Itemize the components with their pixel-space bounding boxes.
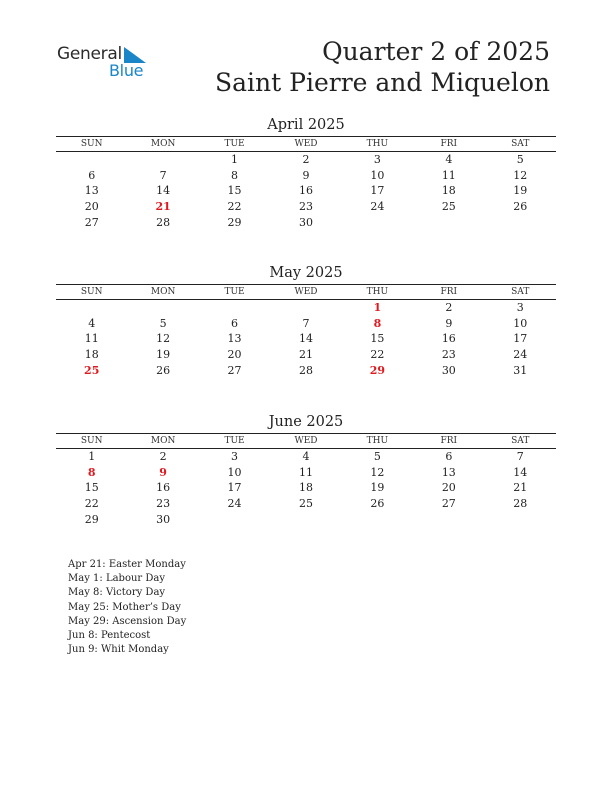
weekday-label: FRI: [440, 287, 458, 297]
day-cell: 22: [370, 348, 385, 362]
weekday-label: SAT: [511, 287, 530, 297]
day-cell: 7: [516, 450, 524, 463]
logo-blue-text: Blue: [109, 61, 144, 80]
weekday-label: MON: [150, 139, 176, 149]
day-cell: 12: [513, 168, 528, 182]
day-cell: 2: [302, 153, 310, 166]
day-cell: 30: [298, 215, 313, 229]
week-row: [56, 199, 556, 215]
weekday-header: [56, 434, 556, 449]
day-cell: 14: [298, 332, 313, 346]
week-row: [56, 152, 556, 168]
calendar-grid: [56, 136, 556, 230]
weekday-label: THU: [366, 287, 389, 297]
empty-cell: [342, 512, 413, 528]
day-cell: 11: [441, 168, 456, 182]
day-cell: 6: [231, 316, 239, 330]
holiday-list: [68, 558, 186, 657]
weekday-label: TUE: [224, 287, 245, 297]
weekday-label: THU: [366, 139, 389, 149]
day-cell: 30: [441, 363, 456, 377]
day-cell: 22: [227, 200, 242, 214]
weekday-label: TUE: [224, 139, 245, 149]
calendar-grid: [56, 284, 556, 378]
day-cell: 1: [231, 153, 239, 166]
week-row: [56, 331, 556, 347]
day-cell: 25: [84, 363, 100, 377]
month-title: June 2025: [268, 414, 344, 430]
calendar-grid: [56, 433, 556, 527]
weekday-label: MON: [150, 287, 176, 297]
day-cell: 21: [155, 200, 171, 214]
day-cell: 13: [84, 184, 99, 198]
weekday-header: [56, 137, 556, 152]
week-row: [56, 496, 556, 512]
empty-cell: [485, 512, 556, 528]
week-row: [56, 449, 556, 465]
day-cell: 9: [445, 316, 453, 330]
day-cell: 25: [298, 497, 313, 511]
weekday-label: FRI: [440, 436, 458, 446]
day-cell: 13: [441, 465, 456, 479]
title-region: Saint Pierre and Miquelon: [215, 68, 550, 97]
holiday-item: Jun 8: Pentecost: [68, 630, 151, 642]
day-cell: 16: [156, 481, 171, 495]
week-row: [56, 465, 556, 481]
day-cell: 20: [441, 481, 456, 495]
week-row: [56, 347, 556, 363]
day-cell: 26: [370, 497, 385, 511]
weekday-header: [56, 285, 556, 300]
day-cell: 3: [373, 153, 381, 166]
weekday-label: SUN: [80, 436, 103, 446]
day-cell: 7: [302, 316, 310, 330]
day-cell: 24: [227, 497, 242, 511]
day-cell: 1: [373, 301, 382, 314]
month-title: May 2025: [269, 265, 343, 281]
weekday-label: WED: [294, 436, 318, 446]
day-cell: 24: [370, 200, 385, 214]
weekday-label: MON: [150, 436, 176, 446]
day-cell: 7: [159, 168, 167, 182]
empty-cell: [199, 300, 270, 316]
day-cell: 2: [159, 450, 167, 463]
holiday-item: May 29: Ascension Day: [68, 615, 187, 627]
day-cell: 14: [156, 184, 171, 198]
day-cell: 23: [298, 200, 313, 214]
weekday-label: SUN: [80, 139, 103, 149]
week-row: [56, 480, 556, 496]
day-cell: 8: [231, 168, 239, 182]
holiday-item: May 25: Mother’s Day: [68, 601, 181, 613]
weekday-label: SUN: [80, 287, 103, 297]
month-april: [56, 115, 556, 230]
day-cell: 19: [513, 184, 528, 198]
day-cell: 13: [227, 332, 242, 346]
week-row: [56, 215, 556, 231]
day-cell: 6: [445, 450, 453, 463]
day-cell: 9: [159, 465, 167, 479]
day-cell: 9: [302, 168, 310, 182]
day-cell: 15: [370, 332, 385, 346]
day-cell: 6: [88, 168, 96, 182]
holiday-item: Apr 21: Easter Monday: [68, 559, 186, 570]
weekday-label: WED: [294, 139, 318, 149]
weekday-label: FRI: [440, 139, 458, 149]
day-cell: 5: [516, 153, 524, 166]
day-cell: 14: [513, 465, 528, 479]
weekday-label: SAT: [511, 436, 530, 446]
month-may: [56, 263, 556, 378]
holiday-item: May 1: Labour Day: [68, 573, 165, 585]
week-row: [56, 300, 556, 316]
day-cell: 27: [441, 497, 456, 511]
weekday-label: SAT: [511, 139, 530, 149]
empty-cell: [342, 215, 413, 231]
empty-cell: [56, 152, 127, 168]
day-cell: 12: [156, 332, 171, 346]
day-cell: 29: [84, 512, 99, 526]
day-cell: 3: [516, 301, 524, 314]
month-title: April 2025: [267, 117, 345, 133]
day-cell: 5: [159, 316, 167, 330]
day-cell: 4: [302, 450, 310, 463]
day-cell: 10: [370, 168, 385, 182]
day-cell: 15: [84, 481, 99, 495]
day-cell: 18: [441, 184, 456, 198]
day-cell: 8: [87, 465, 96, 479]
week-row: [56, 316, 556, 332]
day-cell: 20: [227, 348, 242, 362]
weekday-label: TUE: [224, 436, 245, 446]
day-cell: 10: [513, 316, 528, 330]
day-cell: 27: [227, 363, 242, 377]
holiday-item: Jun 9: Whit Monday: [68, 644, 169, 656]
day-cell: 10: [227, 465, 242, 479]
day-cell: 18: [298, 481, 313, 495]
empty-cell: [127, 300, 198, 316]
title-quarter: Quarter 2 of 2025: [322, 37, 550, 66]
day-cell: 21: [513, 481, 528, 495]
empty-cell: [270, 512, 341, 528]
day-cell: 19: [370, 481, 385, 495]
empty-cell: [485, 215, 556, 231]
day-cell: 29: [227, 215, 242, 229]
day-cell: 27: [84, 215, 99, 229]
week-row: [56, 183, 556, 199]
day-cell: 5: [373, 450, 381, 463]
day-cell: 31: [513, 363, 528, 377]
logo: [57, 44, 157, 84]
day-cell: 20: [84, 200, 99, 214]
weekday-label: WED: [294, 287, 318, 297]
day-cell: 11: [298, 465, 313, 479]
day-cell: 28: [513, 497, 528, 511]
day-cell: 16: [298, 184, 313, 198]
month-june: [56, 412, 556, 527]
day-cell: 24: [513, 348, 528, 362]
day-cell: 19: [156, 348, 171, 362]
day-cell: 12: [370, 465, 385, 479]
week-row: [56, 363, 556, 379]
day-cell: 4: [88, 316, 96, 330]
day-cell: 16: [441, 332, 456, 346]
day-cell: 17: [227, 481, 242, 495]
empty-cell: [127, 152, 198, 168]
day-cell: 28: [298, 363, 313, 377]
day-cell: 30: [156, 512, 171, 526]
day-cell: 22: [84, 497, 99, 511]
day-cell: 21: [298, 348, 313, 362]
day-cell: 4: [445, 153, 453, 166]
empty-cell: [413, 215, 484, 231]
empty-cell: [199, 512, 270, 528]
day-cell: 11: [84, 332, 99, 346]
day-cell: 3: [231, 450, 239, 463]
day-cell: 2: [445, 301, 453, 314]
holiday-item: May 8: Victory Day: [68, 587, 166, 599]
week-row: [56, 168, 556, 184]
logo-general-text: General: [57, 44, 122, 64]
empty-cell: [413, 512, 484, 528]
day-cell: 15: [227, 184, 242, 198]
day-cell: 26: [513, 200, 528, 214]
day-cell: 25: [441, 200, 456, 214]
day-cell: 1: [88, 450, 96, 463]
weekday-label: THU: [366, 436, 389, 446]
empty-cell: [56, 300, 127, 316]
day-cell: 28: [156, 215, 171, 229]
empty-cell: [270, 300, 341, 316]
day-cell: 17: [513, 332, 528, 346]
day-cell: 29: [369, 363, 386, 377]
day-cell: 18: [84, 348, 99, 362]
day-cell: 17: [370, 184, 385, 198]
week-row: [56, 512, 556, 528]
day-cell: 26: [156, 363, 171, 377]
day-cell: 23: [156, 497, 171, 511]
day-cell: 23: [441, 348, 456, 362]
day-cell: 8: [373, 316, 382, 330]
page-title: [215, 36, 550, 98]
